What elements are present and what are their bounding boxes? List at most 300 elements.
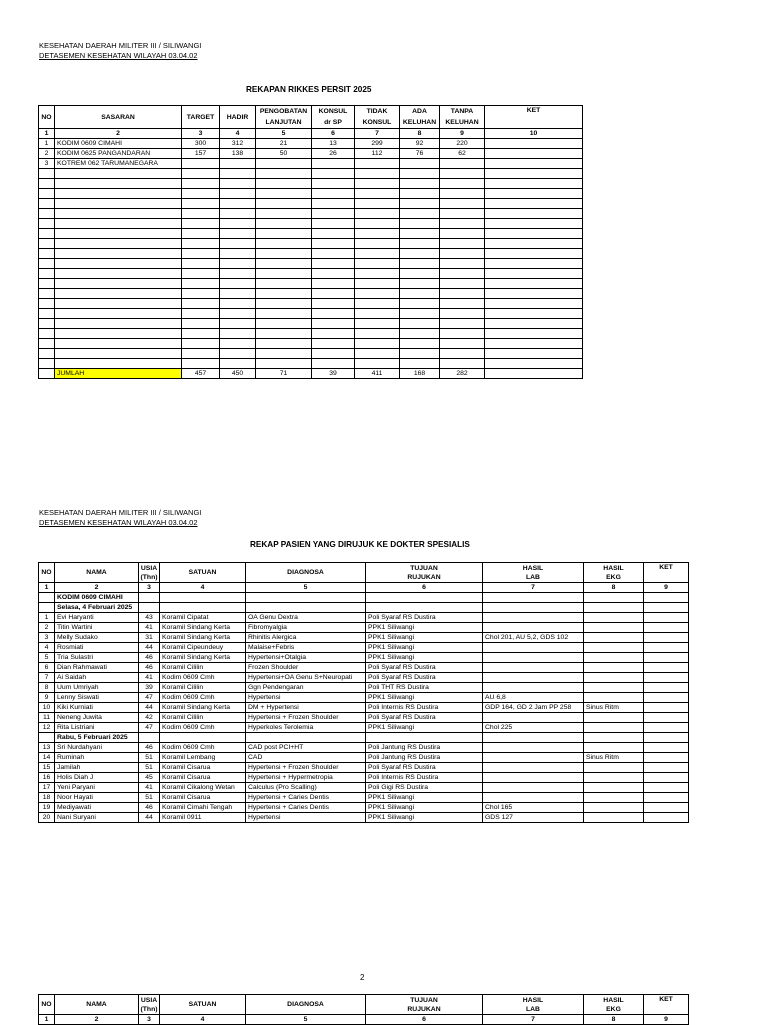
empty-cell (355, 349, 400, 359)
empty-row (39, 189, 583, 199)
table-cell: KOTREM 062 TARUMANEGARA (55, 159, 182, 169)
patient-row (39, 783, 689, 793)
table-cell (584, 763, 644, 773)
empty-cell (400, 169, 440, 179)
group-row (39, 603, 689, 613)
table-cell: 42 (139, 713, 160, 723)
empty-cell (355, 239, 400, 249)
column-number: 5 (246, 1015, 366, 1025)
empty-cell (400, 199, 440, 209)
empty-cell (440, 359, 485, 369)
table-cell: Titin Wartini (55, 623, 139, 633)
table-cell: 20 (39, 813, 55, 823)
header-no: NO (39, 563, 55, 583)
empty-cell (355, 259, 400, 269)
empty-cell (55, 169, 182, 179)
empty-cell (39, 279, 55, 289)
empty-cell (584, 603, 644, 613)
empty-cell (256, 229, 312, 239)
empty-cell (440, 269, 485, 279)
table-cell: Noor Hayati (55, 793, 139, 803)
column-number: 3 (139, 1015, 160, 1025)
table-cell: Lenny Siswati (55, 693, 139, 703)
table-cell: PPK1 Siliwangi (366, 813, 483, 823)
empty-cell (182, 349, 220, 359)
empty-cell (644, 593, 689, 603)
header-pengobatan: PENGOBATAN LANJUTAN (256, 106, 312, 129)
table-cell: Poli Gigi RS Dustira (366, 783, 483, 793)
table-cell: 44 (139, 703, 160, 713)
empty-row (39, 319, 583, 329)
empty-cell (440, 339, 485, 349)
empty-row (39, 259, 583, 269)
empty-cell (440, 329, 485, 339)
empty-cell (55, 189, 182, 199)
table-cell: 17 (39, 783, 55, 793)
empty-cell (39, 219, 55, 229)
empty-cell (39, 169, 55, 179)
table-cell (584, 723, 644, 733)
patient-row (39, 613, 689, 623)
column-number: 4 (160, 1015, 246, 1025)
empty-cell (400, 189, 440, 199)
table-cell: Koramil Sindang Kerta (160, 653, 246, 663)
empty-cell (355, 249, 400, 259)
table-cell: Rhinitis Alergica (246, 633, 366, 643)
empty-cell (55, 309, 182, 319)
empty-cell (256, 319, 312, 329)
empty-cell (312, 209, 355, 219)
empty-cell (355, 279, 400, 289)
table-cell: 14 (39, 753, 55, 763)
org-line1: KESEHATAN DAERAH MILITER III / SILIWANGI (39, 41, 202, 50)
table1-title: REKAPAN RIKKES PERSIT 2025 (246, 85, 372, 94)
empty-cell (220, 169, 256, 179)
table-cell: DM + Hypertensi (246, 703, 366, 713)
table-cell: Malaise+Febris (246, 643, 366, 653)
patient-row (39, 663, 689, 673)
empty-cell (584, 593, 644, 603)
table-cell (483, 713, 584, 723)
empty-cell (400, 339, 440, 349)
empty-cell (400, 289, 440, 299)
empty-cell (39, 229, 55, 239)
table-cell (644, 623, 689, 633)
empty-row (39, 309, 583, 319)
table-cell: Poli Syaraf RS Dustira (366, 613, 483, 623)
table-cell: KODIM 0625 PANGANDARAN (55, 149, 182, 159)
rujukan-table-continued (38, 994, 689, 1025)
empty-cell (39, 733, 55, 743)
empty-cell (256, 269, 312, 279)
table-cell (584, 773, 644, 783)
table-cell: 16 (39, 773, 55, 783)
table-cell (584, 793, 644, 803)
empty-cell (39, 329, 55, 339)
empty-cell (355, 289, 400, 299)
table-cell: 26 (312, 149, 355, 159)
empty-cell (312, 199, 355, 209)
empty-cell (246, 603, 366, 613)
empty-cell (39, 189, 55, 199)
empty-cell (485, 219, 583, 229)
empty-cell (440, 169, 485, 179)
table-cell (644, 783, 689, 793)
table-cell: 3 (39, 159, 55, 169)
column-number: 6 (366, 1015, 483, 1025)
table-cell: KODIM 0609 CIMAHI (55, 139, 182, 149)
table-cell: 5 (39, 653, 55, 663)
table-cell: GDS 127 (483, 813, 584, 823)
table-cell (644, 673, 689, 683)
empty-cell (485, 209, 583, 219)
empty-cell (182, 239, 220, 249)
empty-cell (39, 593, 55, 603)
empty-row (39, 169, 583, 179)
empty-cell (355, 179, 400, 189)
table-cell: 220 (440, 139, 485, 149)
empty-cell (182, 209, 220, 219)
empty-cell (485, 329, 583, 339)
table-cell: Hypertensi + Hypermetropia (246, 773, 366, 783)
empty-cell (55, 249, 182, 259)
table-cell: 41 (139, 623, 160, 633)
empty-cell (366, 733, 483, 743)
empty-cell (485, 249, 583, 259)
table-cell: PPK1 Siliwangi (366, 623, 483, 633)
patient-row (39, 643, 689, 653)
empty-cell (312, 259, 355, 269)
table-cell: Sri Nurdahyani (55, 743, 139, 753)
table-cell: 46 (139, 663, 160, 673)
header-sasaran: SASARAN (55, 106, 182, 129)
empty-cell (220, 289, 256, 299)
table-cell: Hypertensi + Caries Dentis (246, 803, 366, 813)
empty-cell (39, 359, 55, 369)
rujukan-table (38, 562, 689, 823)
table-cell: Hypertensi + Frozen Shoulder (246, 713, 366, 723)
table-cell: 15 (39, 763, 55, 773)
column-number-row (39, 583, 689, 593)
empty-cell (55, 359, 182, 369)
empty-cell (312, 169, 355, 179)
empty-cell (440, 239, 485, 249)
patient-row (39, 773, 689, 783)
empty-cell (440, 289, 485, 299)
empty-cell (55, 339, 182, 349)
table-cell: 299 (355, 139, 400, 149)
table-cell (644, 713, 689, 723)
table-cell (483, 643, 584, 653)
empty-cell (246, 593, 366, 603)
empty-row (39, 359, 583, 369)
empty-cell (160, 733, 246, 743)
empty-cell (39, 319, 55, 329)
header-satuan: SATUAN (160, 563, 246, 583)
table-cell: 3 (39, 633, 55, 643)
column-number: 9 (440, 129, 485, 139)
table-cell: Hypertensi + Frozen Shoulder (246, 763, 366, 773)
empty-cell (39, 199, 55, 209)
empty-row (39, 219, 583, 229)
empty-cell (39, 239, 55, 249)
empty-cell (182, 219, 220, 229)
empty-cell (400, 359, 440, 369)
table-cell: Hypertensi+Otalgia (246, 653, 366, 663)
empty-cell (485, 319, 583, 329)
org-line2: DETASEMEN KESEHATAN WILAYAH 03.04.02 (39, 51, 198, 60)
empty-cell (485, 279, 583, 289)
empty-cell (355, 189, 400, 199)
empty-cell (355, 209, 400, 219)
empty-row (39, 289, 583, 299)
table-cell: 7 (39, 673, 55, 683)
table-cell: Poli THT RS Dustira (366, 683, 483, 693)
column-number: 2 (55, 129, 182, 139)
header-hasil-ekg: HASIL EKG (584, 563, 644, 583)
empty-cell (483, 593, 584, 603)
table-cell: Hypertensi+OA Genu S+Neuropati (246, 673, 366, 683)
table-cell (644, 703, 689, 713)
table-cell: 62 (440, 149, 485, 159)
table-cell: Koramil Cikalong Wetan (160, 783, 246, 793)
table-cell: Kodim 0609 Cmh (160, 693, 246, 703)
table-cell: Poli Internis RS Dustira (366, 703, 483, 713)
patient-row (39, 683, 689, 693)
table-cell: 44 (139, 643, 160, 653)
patient-row (39, 803, 689, 813)
column-number: 6 (366, 583, 483, 593)
empty-cell (220, 209, 256, 219)
header-diagnosa: DIAGNOSA (246, 563, 366, 583)
table-cell (584, 653, 644, 663)
empty-cell (400, 349, 440, 359)
empty-cell (182, 189, 220, 199)
table-cell: CAD (246, 753, 366, 763)
patient-row (39, 713, 689, 723)
table-cell (485, 159, 583, 169)
table-cell: PPK1 Siliwangi (366, 723, 483, 733)
table-cell (644, 773, 689, 783)
patient-row (39, 763, 689, 773)
table-cell: Tria Sulastri (55, 653, 139, 663)
table-cell: 300 (182, 139, 220, 149)
table-cell: 2 (39, 149, 55, 159)
table-cell (644, 653, 689, 663)
column-number: 4 (160, 583, 246, 593)
patient-row (39, 723, 689, 733)
header-satuan: SATUAN (160, 995, 246, 1015)
column-number: 1 (39, 1015, 55, 1025)
table-cell (584, 693, 644, 703)
empty-cell (440, 349, 485, 359)
empty-cell (485, 179, 583, 189)
empty-row (39, 269, 583, 279)
header-konsul: KONSUL dr SP (312, 106, 355, 129)
total-cell: 450 (220, 369, 256, 379)
table-cell: 39 (139, 683, 160, 693)
table-cell: OA Genu Dextra (246, 613, 366, 623)
column-number: 5 (246, 583, 366, 593)
table-cell: Koramil Cimahi Tengah (160, 803, 246, 813)
empty-cell (182, 259, 220, 269)
table-row (39, 159, 583, 169)
empty-cell (55, 349, 182, 359)
table-cell: Chol 165 (483, 803, 584, 813)
empty-cell (355, 169, 400, 179)
empty-cell (39, 349, 55, 359)
table-cell (584, 783, 644, 793)
empty-cell (644, 733, 689, 743)
column-number: 3 (182, 129, 220, 139)
table-cell: 11 (39, 713, 55, 723)
empty-cell (355, 269, 400, 279)
table-cell: 6 (39, 663, 55, 673)
empty-cell (355, 319, 400, 329)
column-number: 9 (644, 1015, 689, 1025)
patient-row (39, 653, 689, 663)
table-cell: Poli Syaraf RS Dustira (366, 763, 483, 773)
table-cell: 13 (312, 139, 355, 149)
table-cell: 13 (39, 743, 55, 753)
empty-cell (355, 299, 400, 309)
table-cell (644, 663, 689, 673)
org-header-1 (39, 41, 201, 61)
empty-cell (485, 239, 583, 249)
empty-cell (400, 249, 440, 259)
empty-cell (220, 239, 256, 249)
table-cell: PPK1 Siliwangi (366, 793, 483, 803)
header-hasil-lab: HASIL LAB (483, 995, 584, 1015)
empty-cell (220, 359, 256, 369)
empty-cell (39, 339, 55, 349)
empty-cell (220, 319, 256, 329)
table-cell: 4 (39, 643, 55, 653)
table-cell (644, 793, 689, 803)
header-hasil-lab: HASIL LAB (483, 563, 584, 583)
table-cell: 47 (139, 723, 160, 733)
table-cell: 46 (139, 743, 160, 753)
column-number: 10 (485, 129, 583, 139)
total-cell: 411 (355, 369, 400, 379)
empty-cell (256, 209, 312, 219)
column-number: 7 (483, 583, 584, 593)
org-line1: KESEHATAN DAERAH MILITER III / SILIWANGI (39, 508, 202, 517)
column-number: 8 (584, 1015, 644, 1025)
table-cell (644, 693, 689, 703)
table-cell (400, 159, 440, 169)
empty-cell (220, 249, 256, 259)
table-cell (483, 753, 584, 763)
empty-cell (485, 339, 583, 349)
header-tujuan-rujukan: TUJUAN RUJUKAN (366, 563, 483, 583)
header-nama: NAMA (55, 563, 139, 583)
total-cell (485, 369, 583, 379)
table-cell (644, 723, 689, 733)
table-cell: AU 6,8 (483, 693, 584, 703)
empty-cell (440, 209, 485, 219)
table-cell: 157 (182, 149, 220, 159)
table-cell: Koramil Cisarua (160, 773, 246, 783)
table-cell (584, 643, 644, 653)
table-cell: Rita Listriani (55, 723, 139, 733)
empty-cell (256, 219, 312, 229)
empty-cell (312, 229, 355, 239)
header-no: NO (39, 995, 55, 1015)
table-cell: 45 (139, 773, 160, 783)
table-cell: 51 (139, 793, 160, 803)
table-cell: 21 (256, 139, 312, 149)
table-cell: 112 (355, 149, 400, 159)
empty-cell (39, 259, 55, 269)
table-cell: Ai Saidah (55, 673, 139, 683)
empty-cell (39, 299, 55, 309)
table-cell: Koramil 0911 (160, 813, 246, 823)
table-cell: PPK1 Siliwangi (366, 803, 483, 813)
total-cell: 71 (256, 369, 312, 379)
empty-cell (256, 169, 312, 179)
column-number-row (39, 1015, 689, 1025)
empty-cell (440, 259, 485, 269)
empty-cell (400, 229, 440, 239)
empty-cell (400, 299, 440, 309)
header-tidak-konsul: TIDAK KONSUL (355, 106, 400, 129)
table-cell: PPK1 Siliwangi (366, 643, 483, 653)
table-cell (584, 813, 644, 823)
group-label: Rabu, 5 Februari 2025 (55, 733, 139, 743)
empty-cell (312, 349, 355, 359)
empty-cell (312, 189, 355, 199)
table-cell (485, 139, 583, 149)
table-cell: Koramil Cililin (160, 683, 246, 693)
total-cell: 39 (312, 369, 355, 379)
empty-cell (160, 603, 246, 613)
table-cell (644, 803, 689, 813)
empty-cell (220, 199, 256, 209)
empty-cell (55, 279, 182, 289)
empty-cell (220, 179, 256, 189)
empty-cell (256, 359, 312, 369)
table-cell: Koramil Cililin (160, 713, 246, 723)
table-cell: 41 (139, 783, 160, 793)
empty-cell (440, 309, 485, 319)
table-cell: Koramil Cililin (160, 663, 246, 673)
total-cell: 168 (400, 369, 440, 379)
table-cell: Kodim 0609 Cmh (160, 673, 246, 683)
table-cell (644, 763, 689, 773)
table-cell: Poli Syaraf RS Dustira (366, 673, 483, 683)
empty-cell (182, 229, 220, 239)
empty-cell (312, 329, 355, 339)
column-number: 3 (139, 583, 160, 593)
column-number: 7 (355, 129, 400, 139)
table-cell: Koramil Cisarua (160, 793, 246, 803)
table-cell (644, 743, 689, 753)
table-cell (355, 159, 400, 169)
table-cell (440, 159, 485, 169)
empty-cell (440, 179, 485, 189)
empty-cell (644, 603, 689, 613)
empty-cell (256, 349, 312, 359)
table-cell (485, 149, 583, 159)
table-cell: Koramil Lembang (160, 753, 246, 763)
empty-cell (182, 249, 220, 259)
column-number: 6 (312, 129, 355, 139)
empty-cell (220, 219, 256, 229)
table-cell: Poli Jantung RS Dustira (366, 753, 483, 763)
empty-cell (55, 229, 182, 239)
empty-cell (246, 733, 366, 743)
